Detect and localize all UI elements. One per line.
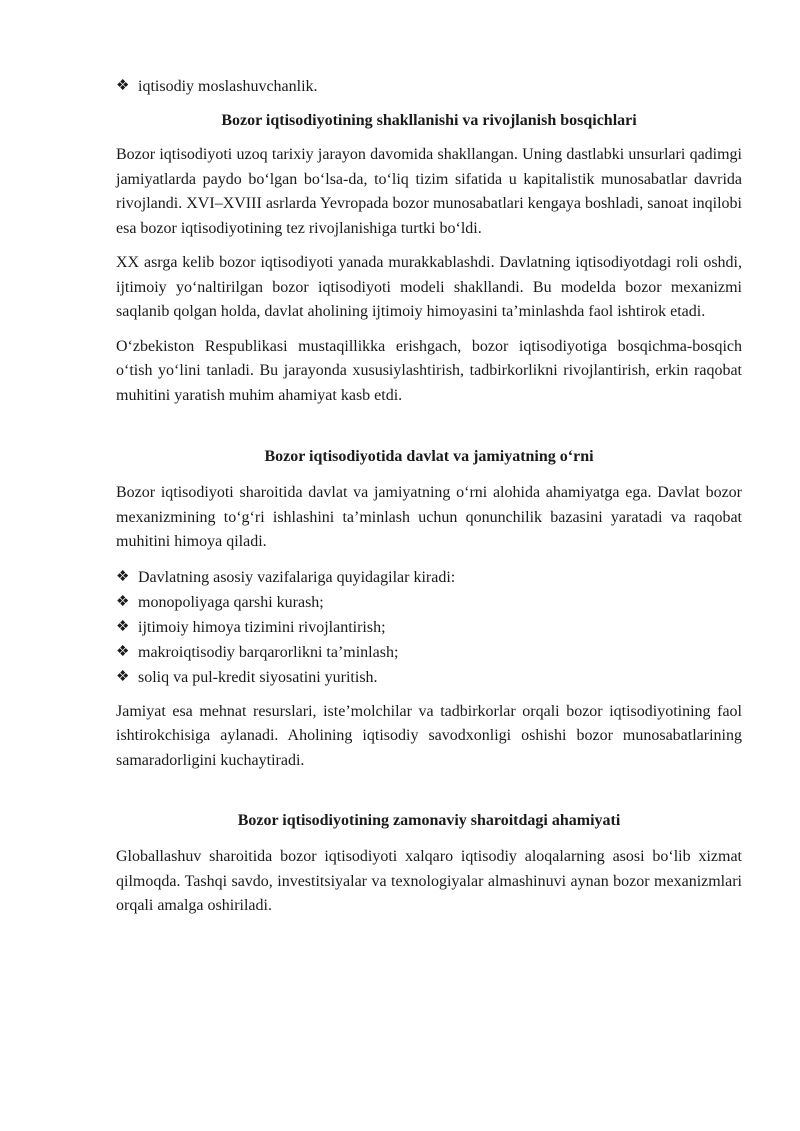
page-content (116, 74, 742, 919)
diamond-bullet-icon: ❖ (116, 643, 130, 660)
bullet-text: soliq va pul-kredit siyosatini yuritish. (138, 668, 378, 686)
paragraph: Bozor iqtisodiyoti uzoq tarixiy jarayon davomida shakllangan. Uning dastlabki unsurlari qadimgi jamiyatlarda paydo bo‘lgan bo‘lsa-da, to‘liq tizim sifatida u kapitalistik munosabatlar davrida rivojlandi. XVI–XVIII asrlarda Yevropada bozor munosabatlari kengaya boshladi, sanoat inqilobi esa bozor iqtisodiyotining tez rivojlanishiga turtki bo‘ldi. (116, 146, 742, 237)
bullet-text: makroiqtisodiy barqarorlikni ta’minlash; (138, 643, 399, 661)
bullet-text: Davlatning asosiy vazifalariga quyidagilar kiradi: (138, 568, 456, 586)
bullet-text: ijtimoiy himoya tizimini rivojlantirish; (138, 618, 386, 636)
diamond-bullet-icon: ❖ (116, 618, 130, 635)
section-heading: Bozor iqtisodiyotida davlat va jamiyatning o‘rni (264, 448, 594, 465)
bullet-item (116, 665, 742, 690)
paragraph: Bozor iqtisodiyoti sharoitida davlat va jamiyatning o‘rni alohida ahamiyatga ega. Davlat bozor mexanizmining to‘g‘ri ishlashini ta’minlash uchun qonunchilik bazasini yaratadi va raqobat muhitini himoya qiladi. (116, 484, 742, 550)
bullet-text: monopoliyaga qarshi kurash; (138, 593, 324, 611)
paragraph: Globallashuv sharoitida bozor iqtisodiyoti xalqaro iqtisodiy aloqalarning asosi bo‘lib xizmat qilmoqda. Tashqi savdo, investitsiyalar va texnologiyalar almashinuvi aynan bozor mexanizmlari orqali amalga oshiriladi. (116, 848, 742, 914)
section-heading: Bozor iqtisodiyotining zamonaviy sharoitdagi ahamiyati (237, 812, 621, 829)
section-heading: Bozor iqtisodiyotining shakllanishi va rivojlanish bosqichlari (221, 112, 637, 129)
paragraph: XX asrga kelib bozor iqtisodiyoti yanada murakkablashdi. Davlatning iqtisodiyotdagi roli oshdi, ijtimoiy yo‘naltirilgan bozor iqtisodiyoti modeli shakllandi. Bu modelda bozor mexanizmi saqlanib qolgan holda, davlat aholining ijtimoiy himoyasini ta’minlashda faol ishtirok etadi. (116, 254, 742, 320)
diamond-bullet-icon: ❖ (116, 593, 130, 610)
bullet-item (116, 565, 742, 590)
diamond-bullet-icon: ❖ (116, 78, 130, 94)
paragraph: O‘zbekiston Respublikasi mustaqillikka erishgach, bozor iqtisodiyotiga bosqichma-bosqich o‘tish yo‘lini tanladi. Bu jarayonda xususiylashtirish, tadbirkorlikni rivojlantirish, erkin raqobat muhitini yaratish muhim ahamiyat kasb etdi. (116, 337, 742, 404)
diamond-bullet-icon: ❖ (116, 668, 130, 685)
bullet-item (116, 640, 742, 665)
bullet-text: iqtisodiy moslashuvchanlik. (138, 78, 318, 95)
bullet-item (116, 74, 742, 99)
diamond-bullet-icon: ❖ (116, 568, 130, 585)
paragraph: Jamiyat esa mehnat resurslari, iste’molchilar va tadbirkorlar orqali bozor iqtisodiyotining faol ishtirokchisiga aylanadi. Aholining iqtisodiy savodxonligi oshishi bozor munosabatlarining samaradorligini kuchaytiradi. (116, 702, 742, 769)
bullet-item (116, 590, 742, 615)
bullet-item (116, 615, 742, 640)
bullet-list (116, 565, 742, 690)
